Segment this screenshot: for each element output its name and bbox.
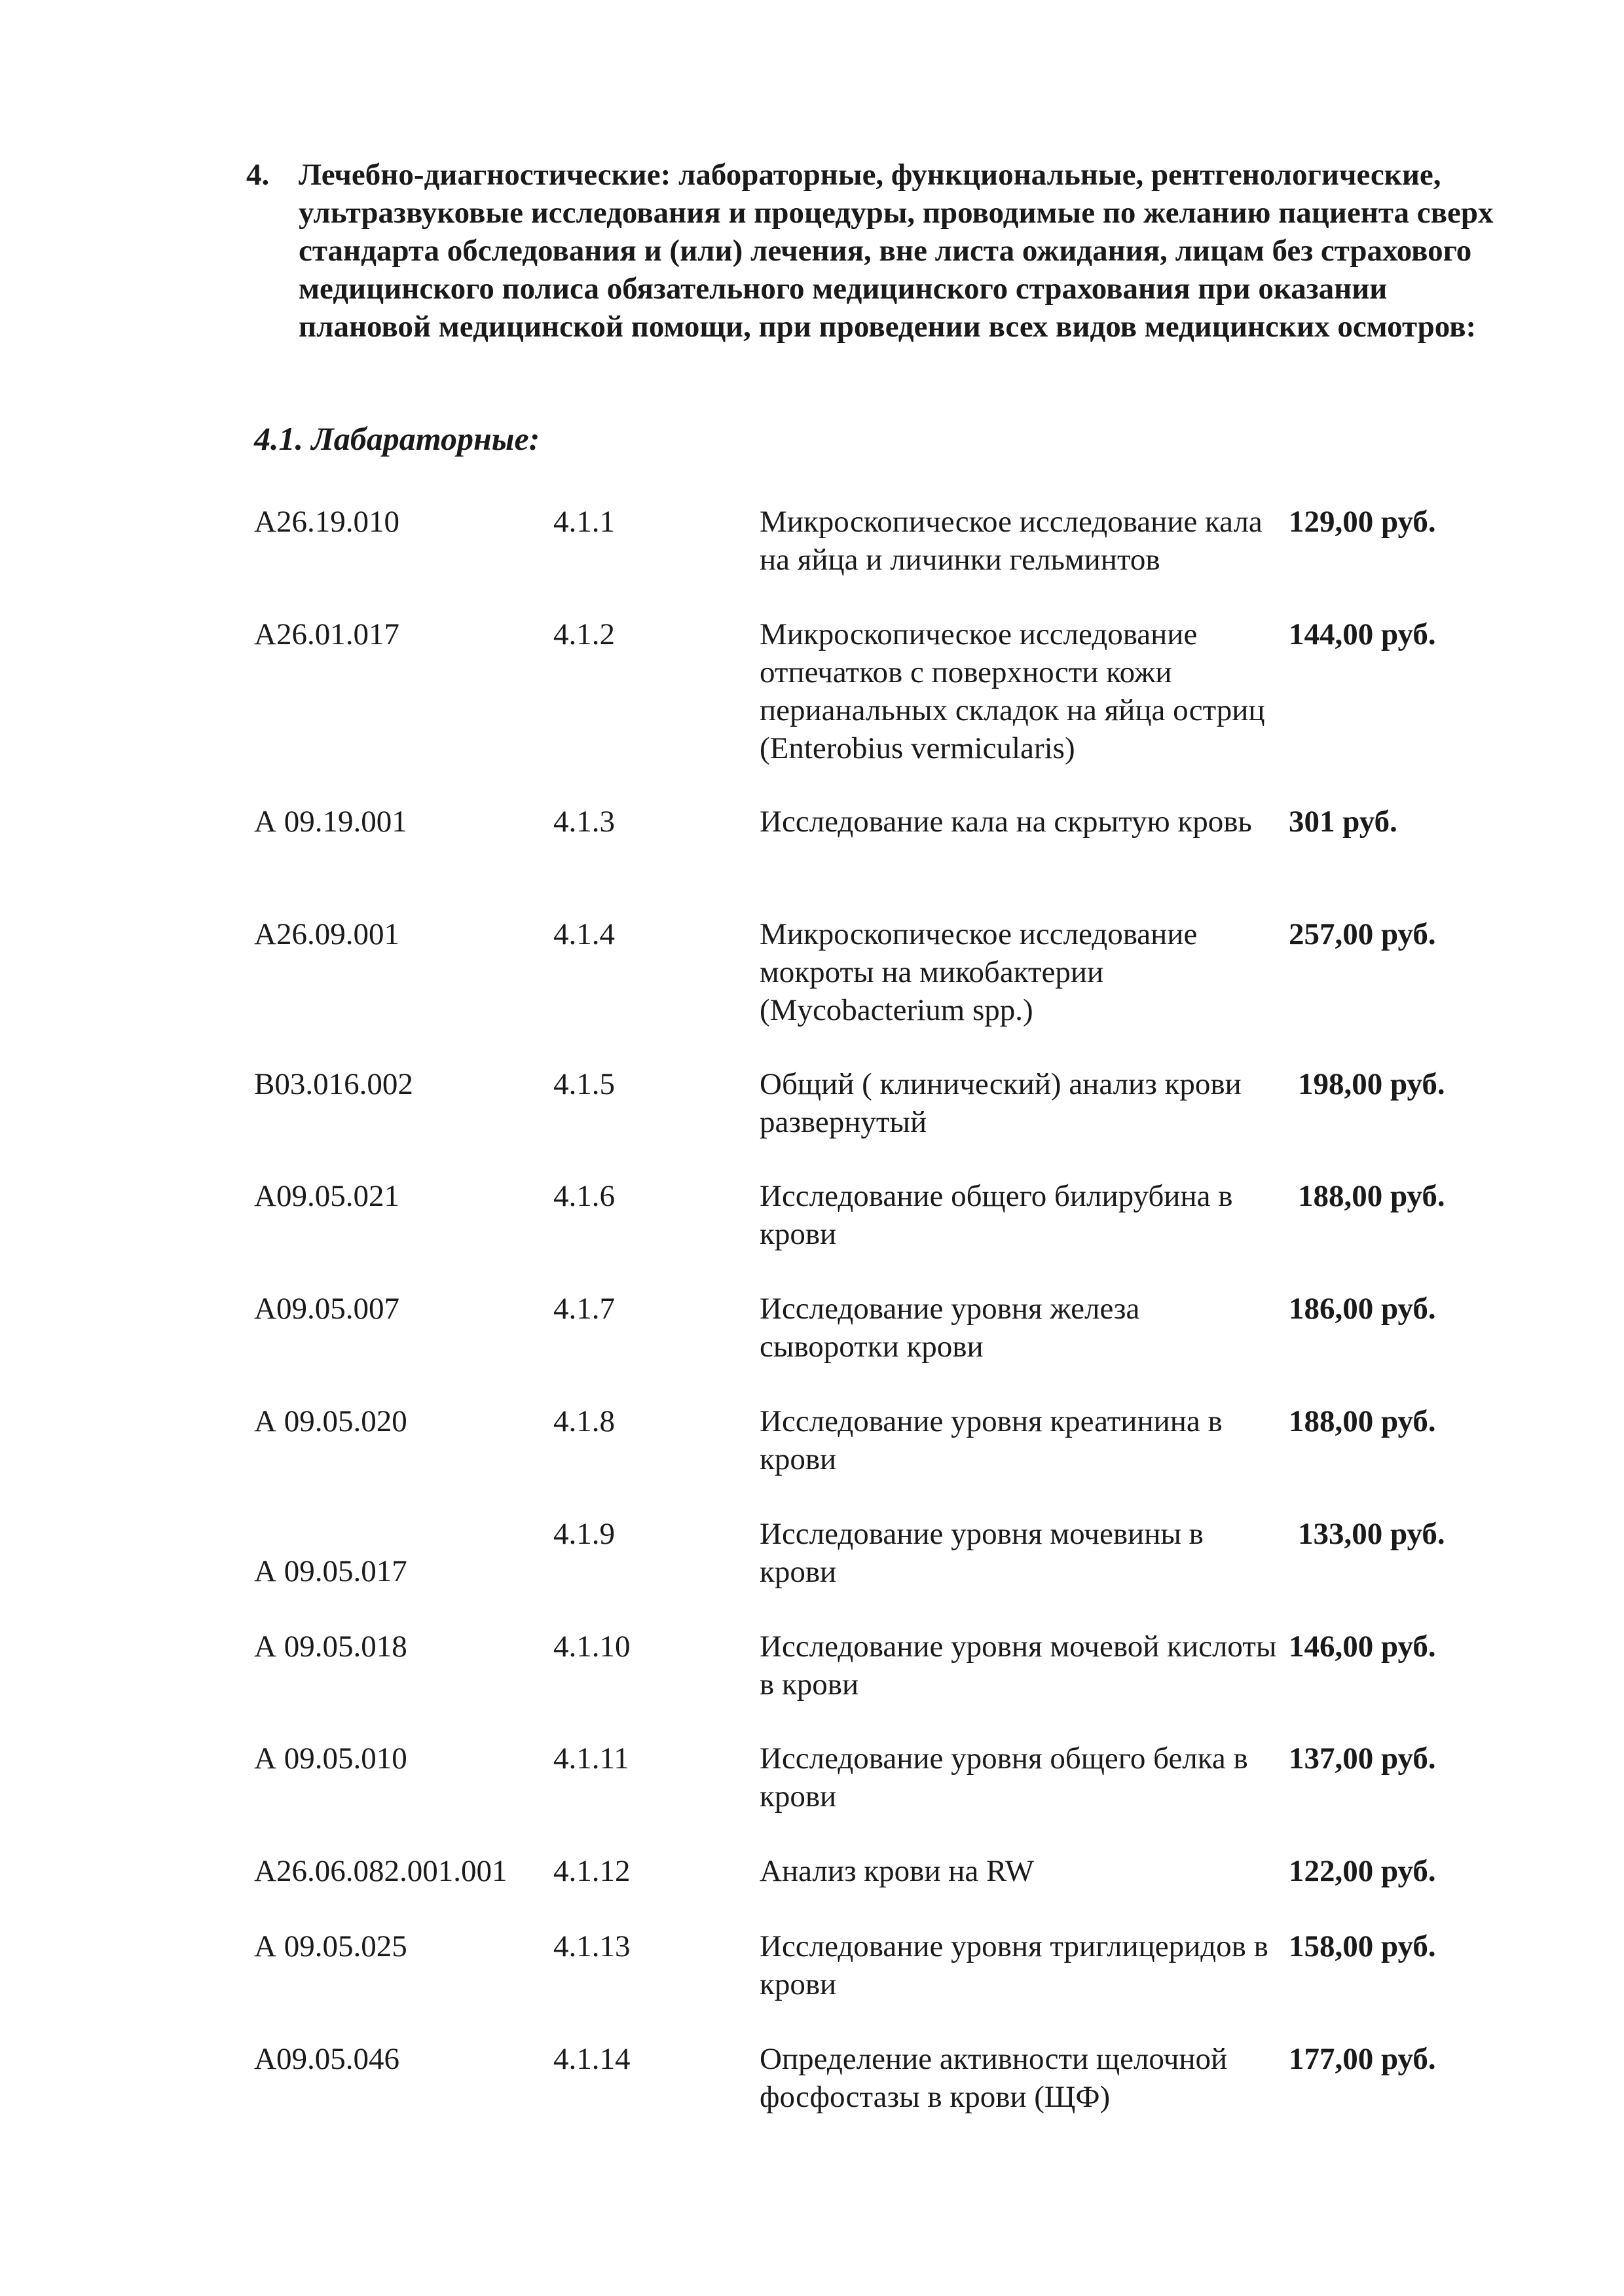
service-description: Определение активности щелочной фосфостазы в крови (ЩФ) xyxy=(760,2042,1228,2114)
service-description: Исследование уровня мочевины в крови xyxy=(760,1517,1204,1589)
section-heading xyxy=(246,156,1523,346)
item-number: 4.1.3 xyxy=(553,805,615,839)
service-price: 144,00 руб. xyxy=(1289,617,1436,651)
service-code: А 09.05.017 xyxy=(254,1554,407,1588)
service-code: А09.05.021 xyxy=(254,1179,399,1213)
item-number: 4.1.2 xyxy=(553,617,615,651)
service-price: 301 руб. xyxy=(1289,805,1397,839)
item-number: 4.1.4 xyxy=(553,917,615,951)
item-number: 4.1.13 xyxy=(553,1929,631,1963)
item-number: 4.1.14 xyxy=(553,2042,631,2076)
service-description: Исследование уровня мочевой кислоты в крови xyxy=(760,1630,1277,1702)
item-number: 4.1.12 xyxy=(553,1854,631,1888)
service-description: Исследование уровня триглицеридов в крови xyxy=(760,1929,1268,2001)
service-code: А26.06.082.001.001 xyxy=(254,1854,507,1888)
service-price: 122,00 руб. xyxy=(1289,1854,1436,1888)
service-description: Исследование уровня креатинина в крови xyxy=(760,1404,1223,1476)
service-code: В03.016.002 xyxy=(254,1067,413,1101)
service-price: 198,00 руб. xyxy=(1298,1067,1445,1101)
service-description: Исследование уровня общего белка в крови xyxy=(760,1741,1248,1813)
service-code: А 09.05.018 xyxy=(254,1630,407,1664)
service-price: 186,00 руб. xyxy=(1289,1292,1436,1326)
service-price: 188,00 руб. xyxy=(1298,1179,1445,1213)
section-number: 4. xyxy=(246,158,270,192)
service-code: А 09.05.020 xyxy=(254,1404,407,1438)
service-description: Исследование кала на скрытую кровь xyxy=(760,805,1252,839)
service-code: А 09.05.010 xyxy=(254,1741,407,1776)
service-description: Исследование уровня железа сыворотки крови xyxy=(760,1292,1140,1364)
service-description: Микроскопическое исследование мокроты на микобактерии (Mycobacterium spp.) xyxy=(760,917,1198,1027)
service-code: А26.19.010 xyxy=(254,505,399,539)
item-number: 4.1.6 xyxy=(553,1179,615,1213)
service-price: 188,00 руб. xyxy=(1289,1404,1436,1438)
service-code: А09.05.007 xyxy=(254,1292,399,1326)
service-price: 146,00 руб. xyxy=(1289,1630,1436,1664)
item-number: 4.1.11 xyxy=(553,1741,629,1776)
service-code: А26.01.017 xyxy=(254,617,399,651)
service-price: 133,00 руб. xyxy=(1298,1517,1445,1551)
subsection-title: 4.1. Лабараторные: xyxy=(254,420,540,457)
service-price: 177,00 руб. xyxy=(1289,2042,1436,2076)
item-number: 4.1.7 xyxy=(553,1292,615,1326)
service-price: 158,00 руб. xyxy=(1289,1929,1436,1963)
service-description: Исследование общего билирубина в крови xyxy=(760,1179,1233,1251)
service-description: Микроскопическое исследование кала на яйца и личинки гельминтов xyxy=(760,505,1263,577)
section-title: Лечебно-диагностические: лабораторные, функциональные, рентгенологические, ультразвуковые исследования и процедуры, проводимые по желанию пациента сверх стандарта обследования и (или) лечения, вне листа ожидания, лицам без страхового медицинского полиса обязательного медицинского страхования при оказании плановой медицинской помощи, при проведении всех видов медицинских осмотров: xyxy=(299,158,1494,344)
service-description: Анализ крови на RW xyxy=(760,1854,1035,1888)
service-code: А26.09.001 xyxy=(254,917,399,951)
service-price: 129,00 руб. xyxy=(1289,505,1436,539)
service-description: Микроскопическое исследование отпечатков с поверхности кожи перианальных складок на яйца остриц (Enterobius vermicularis) xyxy=(760,617,1265,765)
service-description: Общий ( клинический) анализ крови развернутый xyxy=(760,1067,1242,1139)
service-price: 257,00 руб. xyxy=(1289,917,1436,951)
item-number: 4.1.10 xyxy=(553,1630,631,1664)
item-number: 4.1.8 xyxy=(553,1404,615,1438)
item-number: 4.1.9 xyxy=(553,1517,615,1551)
service-price: 137,00 руб. xyxy=(1289,1741,1436,1776)
service-code: А09.05.046 xyxy=(254,2042,399,2076)
item-number: 4.1.1 xyxy=(553,505,615,539)
service-code: А 09.05.025 xyxy=(254,1929,407,1963)
item-number: 4.1.5 xyxy=(553,1067,615,1101)
service-code: А 09.19.001 xyxy=(254,805,407,839)
